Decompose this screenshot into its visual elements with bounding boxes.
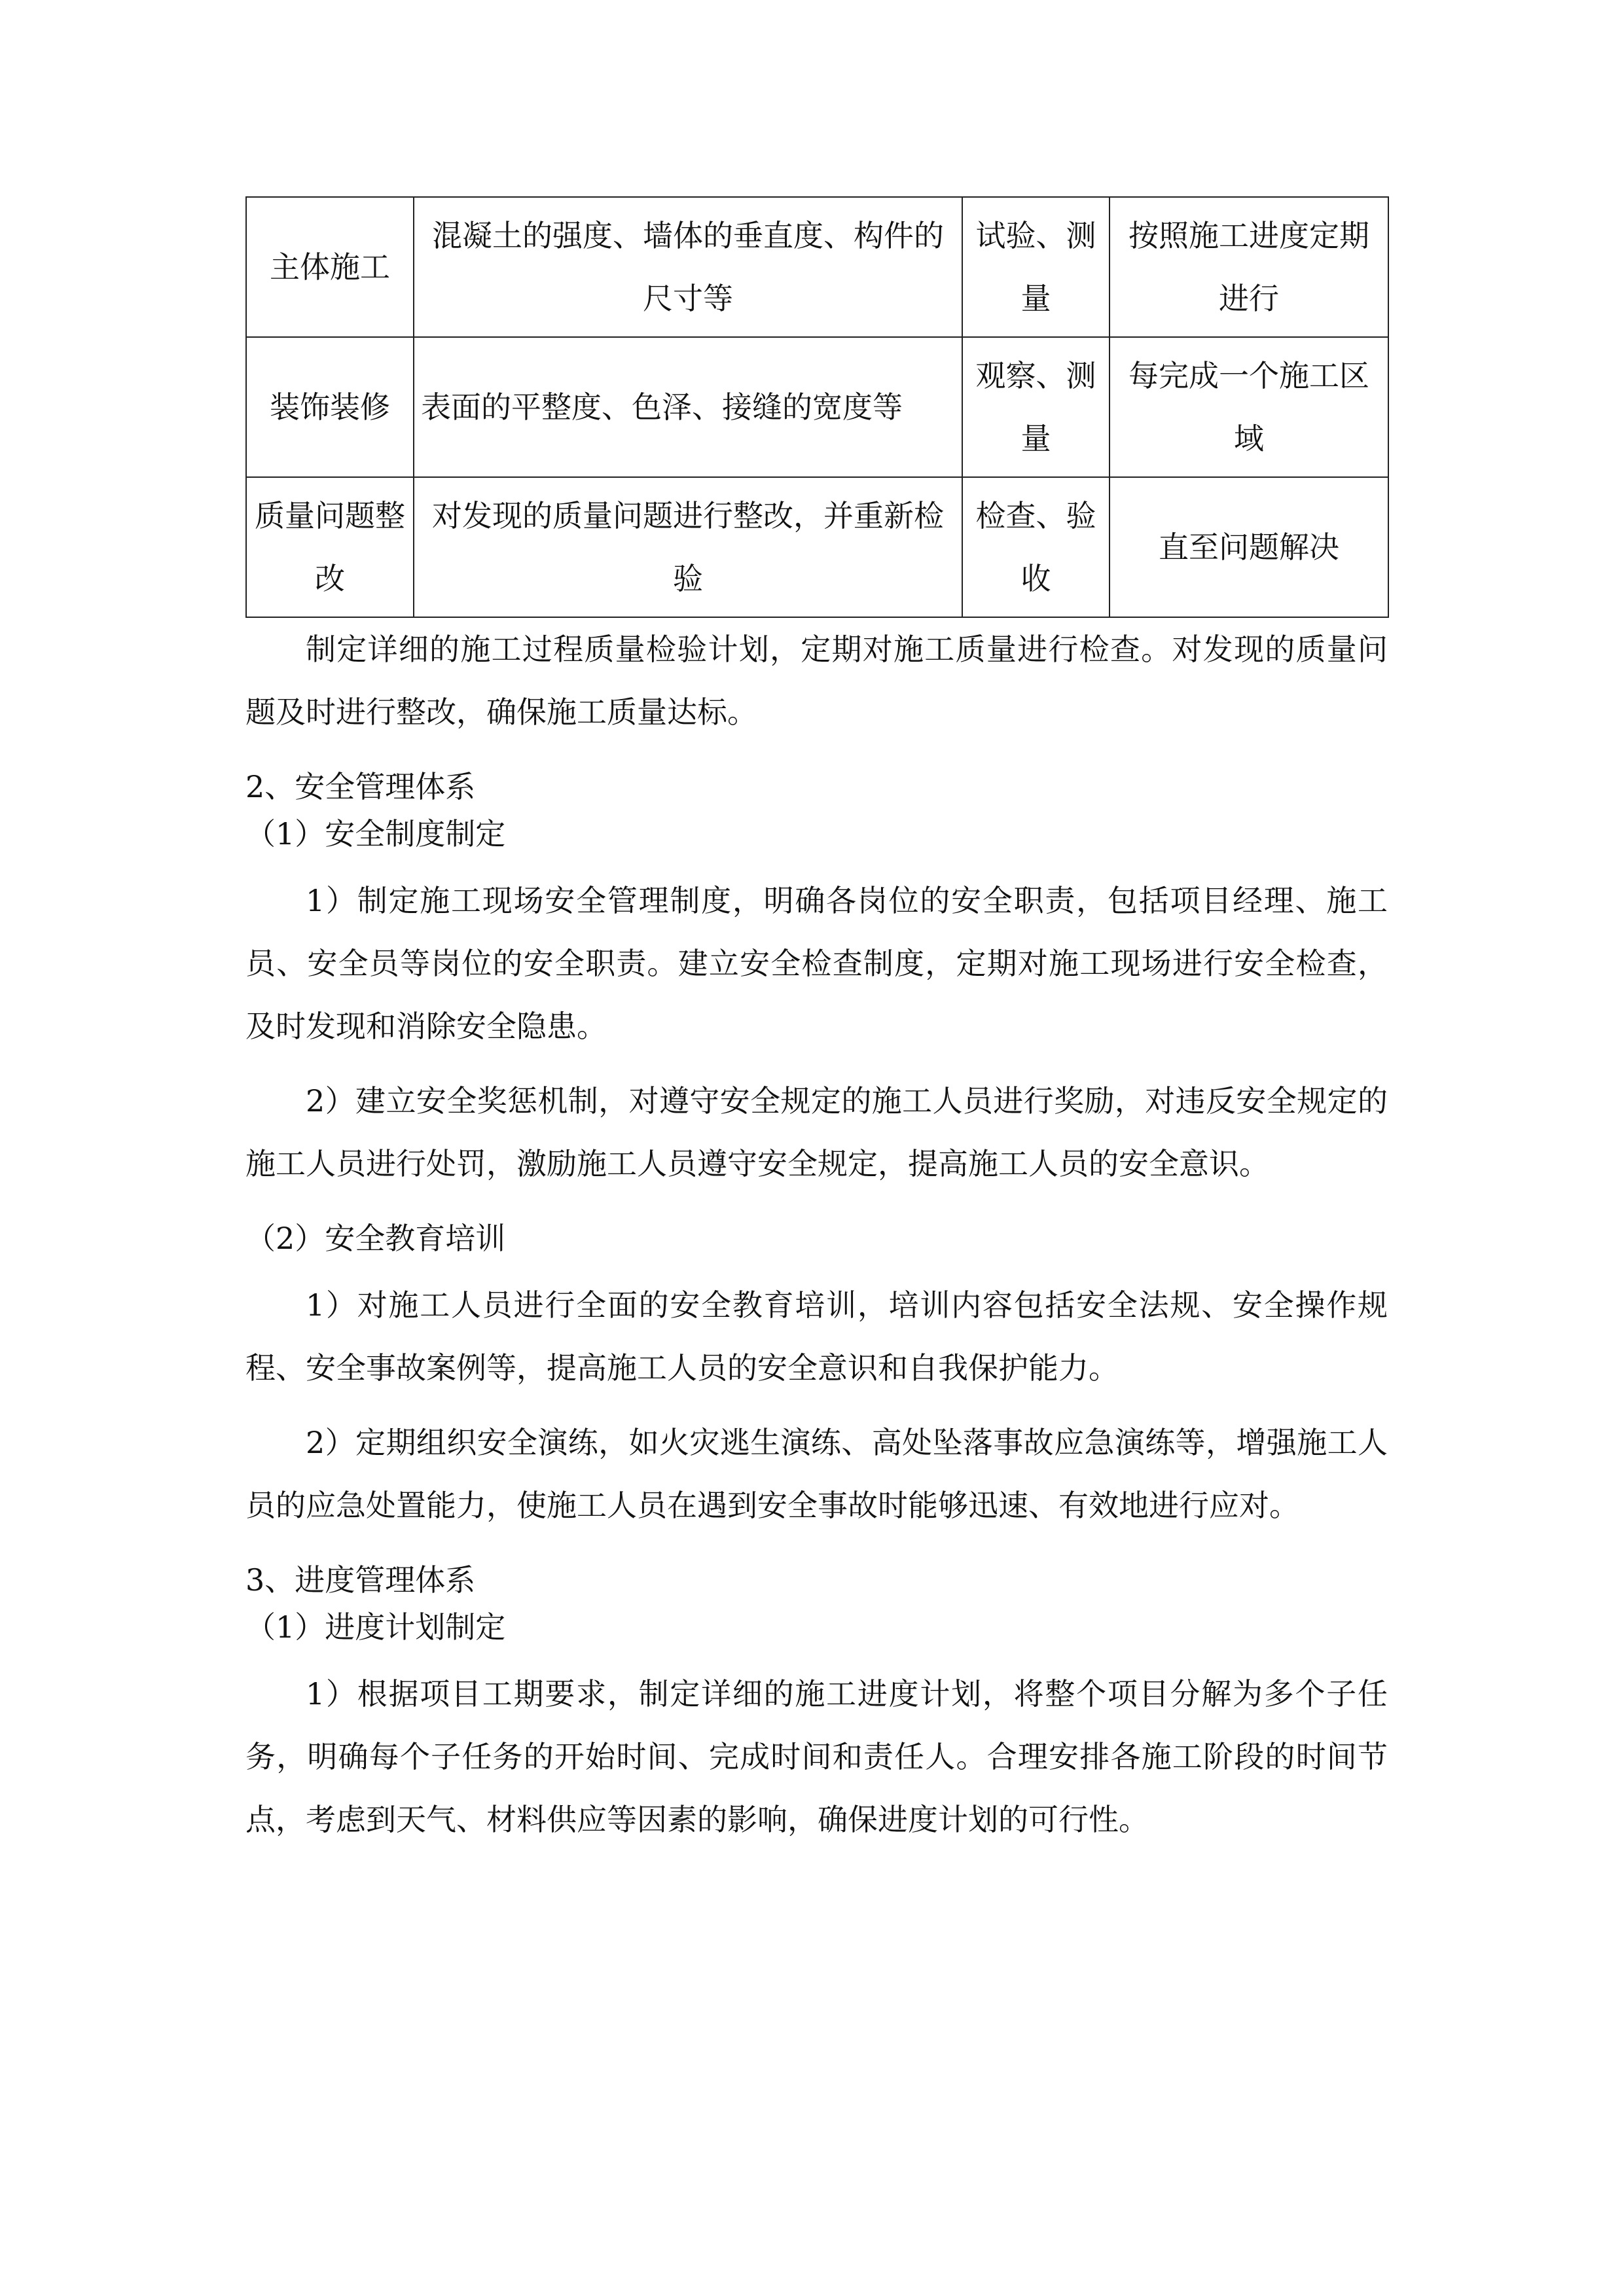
table-cell-frequency: 每完成一个施工区域	[1110, 337, 1388, 477]
section-heading-schedule: 3、进度管理体系	[245, 1562, 476, 1598]
document-page	[245, 196, 1388, 1851]
table-row	[246, 337, 1388, 477]
table-cell-frequency: 按照施工进度定期进行	[1110, 197, 1388, 337]
table-cell-frequency: 直至问题解决	[1110, 477, 1388, 617]
table-cell-content: 混凝土的强度、墙体的垂直度、构件的尺寸等	[414, 197, 962, 337]
table-row	[246, 197, 1388, 337]
schedule-plan-item-1: 1）根据项目工期要求，制定详细的施工进度计划，将整个项目分解为多个子任务，明确每个子任务的开始时间、完成时间和责任人。合理安排各施工阶段的时间节点，考虑到天气、材料供应等因素的影响，确保进度计划的可行性。	[245, 1676, 1388, 1837]
safety-rules-item-2: 2）建立安全奖惩机制，对遵守安全规定的施工人员进行奖励，对违反安全规定的施工人员进行处罚，激励施工人员遵守安全规定，提高施工人员的安全意识。	[245, 1083, 1388, 1181]
subsection-heading-schedule-plan: （1）进度计划制定	[245, 1609, 506, 1645]
table-cell-method: 观察、测量	[962, 337, 1110, 477]
table-cell-method: 检查、验收	[962, 477, 1110, 617]
section-heading-safety: 2、安全管理体系	[245, 769, 476, 804]
table-cell-stage: 质量问题整改	[246, 477, 414, 617]
table-row	[246, 477, 1388, 617]
table-cell-content: 表面的平整度、色泽、接缝的宽度等	[414, 337, 962, 477]
safety-training-item-1: 1）对施工人员进行全面的安全教育培训，培训内容包括安全法规、安全操作规程、安全事故案例等，提高施工人员的安全意识和自我保护能力。	[245, 1287, 1388, 1386]
table-cell-content: 对发现的质量问题进行整改，并重新检验	[414, 477, 962, 617]
safety-rules-item-1: 1）制定施工现场安全管理制度，明确各岗位的安全职责，包括项目经理、施工员、安全员等岗位的安全职责。建立安全检查制度，定期对施工现场进行安全检查，及时发现和消除安全隐患。	[245, 883, 1388, 1044]
table-cell-method: 试验、测量	[962, 197, 1110, 337]
table-cell-stage: 装饰装修	[246, 337, 414, 477]
subsection-heading-safety-training: （2）安全教育培训	[245, 1221, 506, 1256]
quality-plan-paragraph: 制定详细的施工过程质量检验计划，定期对施工质量进行检查。对发现的质量问题及时进行整改，确保施工质量达标。	[245, 632, 1388, 730]
safety-training-item-2: 2）定期组织安全演练，如火灾逃生演练、高处坠落事故应急演练等，增强施工人员的应急处置能力，使施工人员在遇到安全事故时能够迅速、有效地进行应对。	[245, 1425, 1388, 1523]
subsection-heading-safety-rules: （1）安全制度制定	[245, 816, 506, 852]
quality-inspection-table	[245, 196, 1389, 618]
table-cell-stage: 主体施工	[246, 197, 414, 337]
